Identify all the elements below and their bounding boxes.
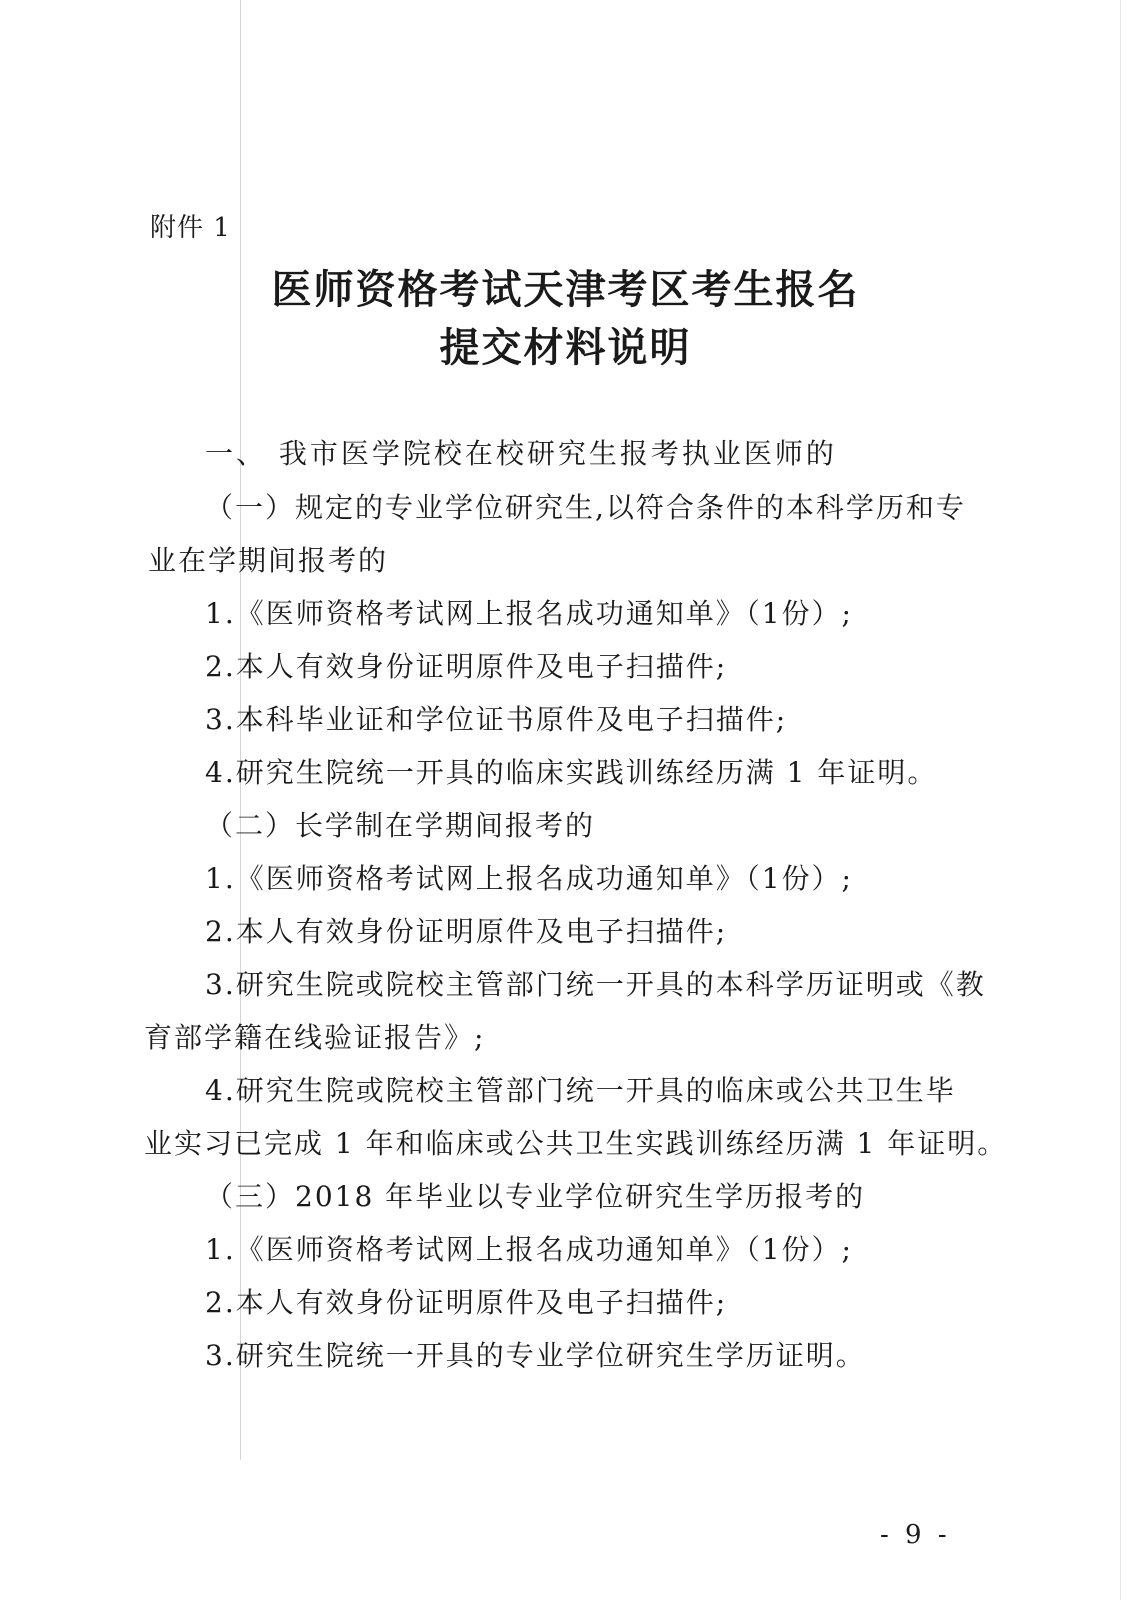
list-item: 2.本人有效身份证明原件及电子扫描件; bbox=[205, 915, 728, 948]
list-item-cont: 育部学籍在线验证报告》; bbox=[144, 1021, 486, 1054]
list-item: 2.本人有效身份证明原件及电子扫描件; bbox=[205, 650, 728, 683]
subsection-heading-3: （三）2018 年毕业以专业学位研究生学历报考的 bbox=[205, 1180, 866, 1213]
scan-edge-line bbox=[1120, 0, 1121, 1600]
list-item: 1.《医师资格考试网上报名成功通知单》（1份）; bbox=[205, 862, 853, 895]
subsection-heading-1: （一）规定的专业学位研究生,以符合条件的本科学历和专 bbox=[205, 491, 966, 524]
page-number: - 9 - bbox=[880, 1520, 951, 1550]
list-item: 3.研究生院或院校主管部门统一开具的本科学历证明或《教 bbox=[205, 968, 986, 1001]
list-item: 4.研究生院或院校主管部门统一开具的临床或公共卫生毕 bbox=[205, 1074, 956, 1107]
list-item: 4.研究生院统一开具的临床实践训练经历满 1 年证明。 bbox=[205, 756, 938, 789]
list-item: 1.《医师资格考试网上报名成功通知单》（1份）; bbox=[205, 597, 853, 630]
section-heading-1: 一、 我市医学院校在校研究生报考执业医师的 bbox=[205, 437, 837, 470]
list-item: 2.本人有效身份证明原件及电子扫描件; bbox=[205, 1286, 728, 1319]
subsection-heading-1-cont: 业在学期间报考的 bbox=[148, 544, 389, 577]
list-item: 1.《医师资格考试网上报名成功通知单》（1份）; bbox=[205, 1233, 853, 1266]
document-title-line2: 提交材料说明 bbox=[439, 325, 692, 371]
list-item: 3.本科毕业证和学位证书原件及电子扫描件; bbox=[205, 703, 788, 736]
list-item: 3.研究生院统一开具的专业学位研究生学历证明。 bbox=[205, 1339, 866, 1372]
list-item-cont: 业实习已完成 1 年和临床或公共卫生实践训练经历满 1 年证明。 bbox=[144, 1127, 1008, 1160]
document-title-line1: 医师资格考试天津考区考生报名 bbox=[271, 267, 860, 313]
subsection-heading-2: （二）长学制在学期间报考的 bbox=[205, 809, 596, 842]
attachment-label: 附件 1 bbox=[150, 213, 231, 243]
